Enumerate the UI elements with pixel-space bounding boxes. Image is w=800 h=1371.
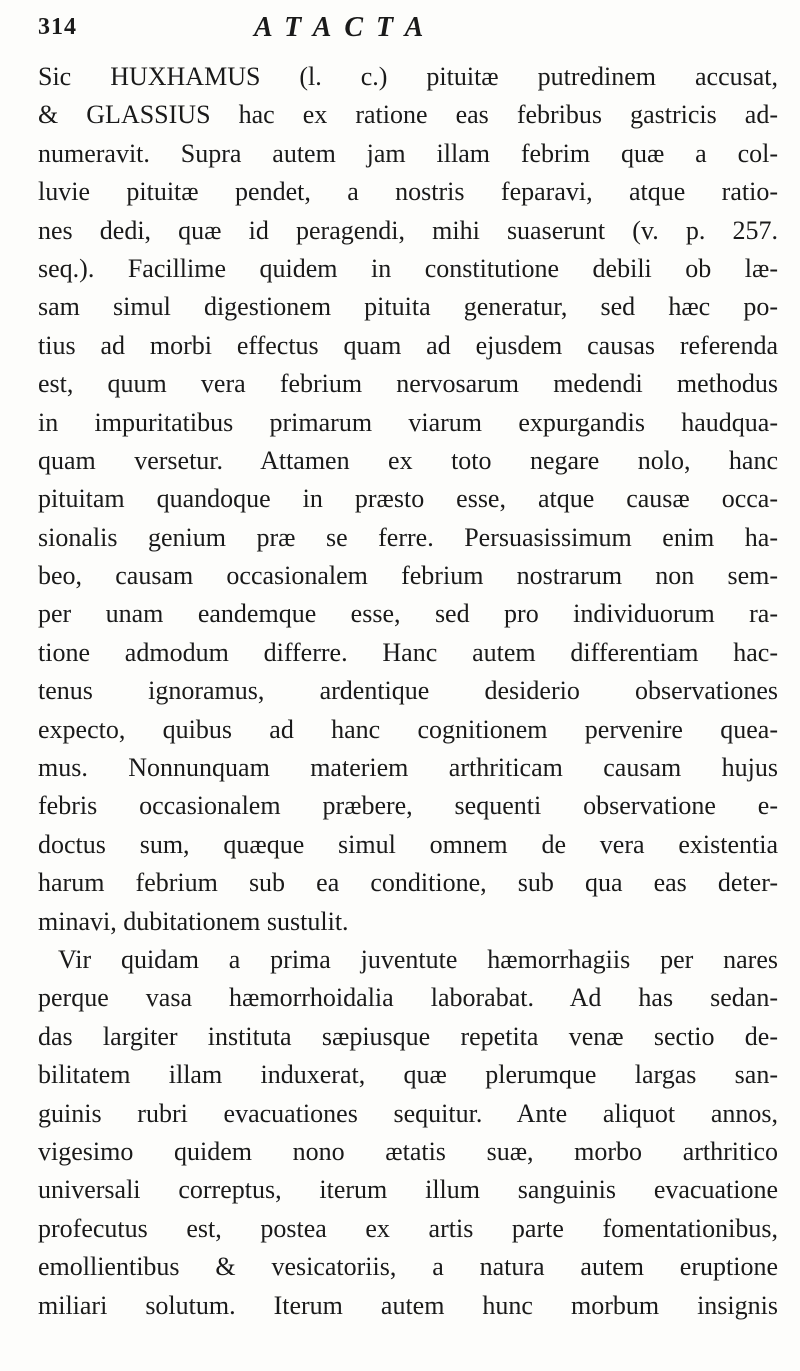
text-line-9: est, quum vera febrium nervosarum medendi methodus [38, 369, 778, 399]
text-line-33: miliari solutum. Iterum autem hunc morbum insignis [38, 1290, 778, 1320]
text-line-16: tione admodum differre. Hanc autem differentiam hac- [38, 637, 778, 667]
body-text [38, 58, 778, 1325]
text-line-18: expecto, quibus ad hanc cognitionem pervenire quea- [38, 714, 778, 744]
text-line-20: febris occasionalem præbere, sequenti observatione e- [38, 791, 778, 821]
text-line-6: seq.). Facillime quidem in constitutione debili ob læ- [38, 253, 778, 283]
text-line-27: bilitatem illam induxerat, quæ plerumque largas san- [38, 1060, 778, 1090]
text-line-15: per unam eandemque esse, sed pro individuorum ra- [38, 599, 778, 629]
text-line-29: vigesimo quidem nono ætatis suæ, morbo arthritico [38, 1136, 778, 1166]
text-line-4: luvie pituitæ pendet, a nostris feparavi, atque ratio- [38, 177, 778, 207]
page-header [38, 10, 758, 50]
page-number: 314 [38, 14, 77, 40]
text-line-14: beo, causam occasionalem febrium nostrarum non sem- [38, 561, 778, 591]
text-line-12: pituitam quandoque in præsto esse, atque causæ occa- [38, 484, 778, 514]
text-line-23: minavi, dubitationem sustulit. [38, 906, 349, 936]
text-line-26: das largiter instituta sæpiusque repetita venæ sectio de- [38, 1021, 778, 1051]
text-line-2: & GLASSIUS hac ex ratione eas febribus gastricis ad- [38, 100, 778, 130]
text-line-25: perque vasa hæmorrhoidalia laborabat. Ad has sedan- [38, 983, 778, 1013]
text-line-17: tenus ignoramus, ardentique desiderio observationes [38, 676, 778, 706]
text-line-31: profecutus est, postea ex artis parte fomentationibus, [38, 1213, 778, 1243]
text-line-3: numeravit. Supra autem jam illam febrim quæ a col- [38, 138, 778, 168]
text-line-32: emollientibus & vesicatoriis, a natura autem eruptione [38, 1252, 778, 1282]
running-title: ATACTA [254, 12, 437, 43]
text-line-1: Sic HUXHAMUS (l. c.) pituitæ putredinem accusat, [38, 62, 778, 91]
text-line-10: in impuritatibus primarum viarum expurgandis haudqua- [38, 407, 778, 437]
text-line-28: guinis rubri evacuationes sequitur. Ante aliquot annos, [38, 1098, 778, 1128]
text-line-21: doctus sum, quæque simul omnem de vera existentia [38, 829, 778, 859]
text-line-7: sam simul digestionem pituita generatur, sed hæc po- [38, 292, 778, 322]
text-line-22: harum febrium sub ea conditione, sub qua eas deter- [38, 868, 778, 898]
text-line-24: Vir quidam a prima juventute hæmorrhagiis per nares [58, 944, 778, 974]
text-line-19: mus. Nonnunquam materiem arthriticam causam hujus [38, 753, 778, 783]
text-line-8: tius ad morbi effectus quam ad ejusdem causas referenda [38, 330, 778, 360]
text-line-13: sionalis genium præ se ferre. Persuasissimum enim ha- [38, 522, 778, 552]
text-line-5: nes dedi, quæ id peragendi, mihi suaserunt (v. p. 257. [38, 215, 778, 245]
text-line-30: universali correptus, iterum illum sanguinis evacuatione [38, 1175, 778, 1205]
text-line-11: quam versetur. Attamen ex toto negare nolo, hanc [38, 445, 778, 475]
